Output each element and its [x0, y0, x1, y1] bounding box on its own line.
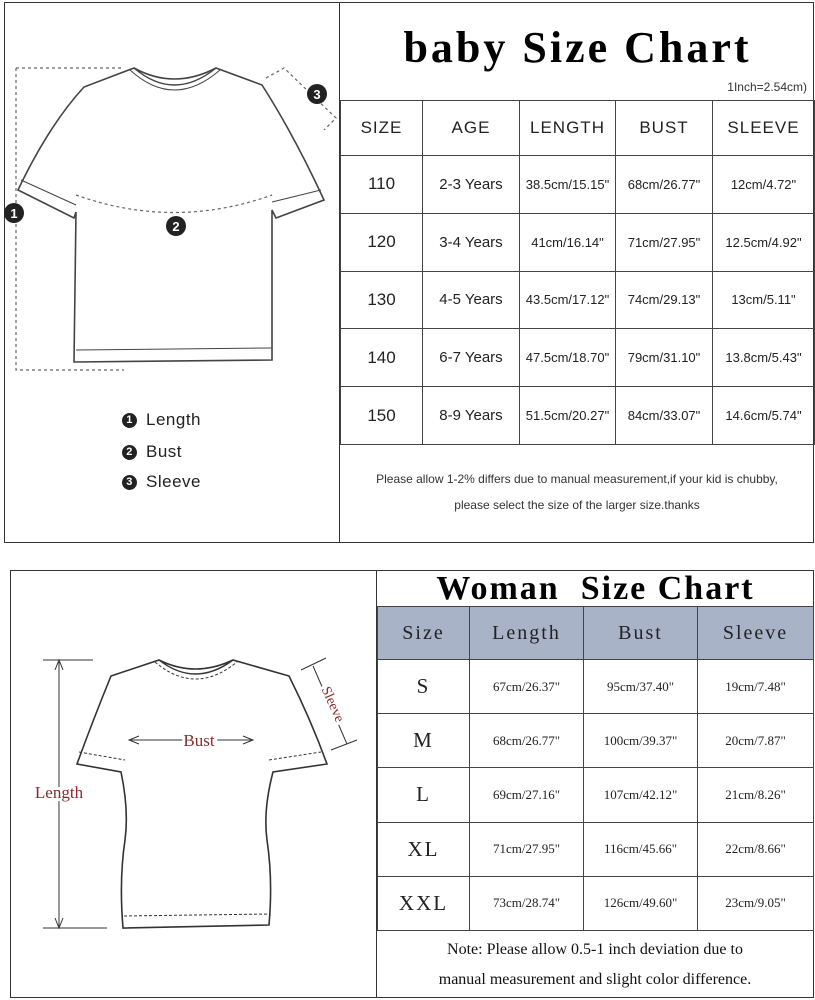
- baby-note: Please allow 1-2% differs due to manual measurement,if your kid is chubby, please select the size of the larger size.thanks: [376, 472, 778, 512]
- woman-shirt-outline: [77, 660, 327, 928]
- table-row: L 69cm/27.16" 107cm/42.12" 21cm/8.26": [378, 768, 814, 822]
- woman-shirt-diagram: [11, 640, 375, 940]
- sleeve-label: Sleeve: [317, 684, 347, 725]
- table-row: 140 6-7 Years 47.5cm/18.70" 79cm/31.10" 13.8cm/5.43": [341, 329, 815, 387]
- baby-size-table: [340, 100, 815, 445]
- baby-shirt-diagram: [4, 50, 339, 390]
- table-row: 150 8-9 Years 51.5cm/20.27" 84cm/33.07" 14.6cm/5.74": [341, 387, 815, 445]
- table-row: M 68cm/26.77" 100cm/39.37" 20cm/7.87": [378, 714, 814, 768]
- legend-bust: 2 Bust: [122, 442, 182, 462]
- col-age: AGE: [423, 101, 520, 156]
- col-bust: BUST: [616, 101, 713, 156]
- bust-label: Bust: [183, 731, 215, 750]
- unit-conversion: 1Inch=2.54cm): [727, 80, 807, 94]
- woman-chart-title: Woman Size Chart: [436, 570, 755, 607]
- table-row: XL 71cm/27.95" 116cm/45.66" 22cm/8.66": [378, 822, 814, 876]
- col-length: LENGTH: [520, 101, 616, 156]
- table-row: 110 2-3 Years 38.5cm/15.15" 68cm/26.77" 12cm/4.72": [341, 156, 815, 214]
- col-sleeve: Sleeve: [698, 607, 814, 660]
- svg-text:2: 2: [172, 219, 180, 234]
- svg-text:3: 3: [313, 87, 321, 102]
- col-bust: Bust: [584, 607, 698, 660]
- baby-shirt-outline: [18, 68, 324, 362]
- svg-text:1: 1: [10, 206, 18, 221]
- table-header-row: [341, 101, 815, 156]
- table-row: 130 4-5 Years 43.5cm/17.12" 74cm/29.13" 13cm/5.11": [341, 271, 815, 329]
- col-size: SIZE: [341, 101, 423, 156]
- legend-length: 1 Length: [122, 410, 201, 430]
- col-length: Length: [470, 607, 584, 660]
- table-row: 120 3-4 Years 41cm/16.14" 71cm/27.95" 12.5cm/4.92": [341, 213, 815, 271]
- length-label: Length: [34, 783, 84, 802]
- woman-note: Note: Please allow 0.5-1 inch deviation due to manual measurement and slight color difference.: [438, 941, 752, 988]
- col-size: Size: [378, 607, 470, 660]
- col-sleeve: SLEEVE: [713, 101, 815, 156]
- table-row: S 67cm/26.37" 95cm/37.40" 19cm/7.48": [378, 660, 814, 714]
- legend-sleeve: 3 Sleeve: [122, 472, 201, 492]
- baby-chart-title: baby Size Chart: [403, 23, 752, 72]
- woman-size-table: [377, 606, 814, 931]
- table-row: XXL 73cm/28.74" 126cm/49.60" 23cm/9.05": [378, 876, 814, 930]
- table-header-row: [378, 607, 814, 660]
